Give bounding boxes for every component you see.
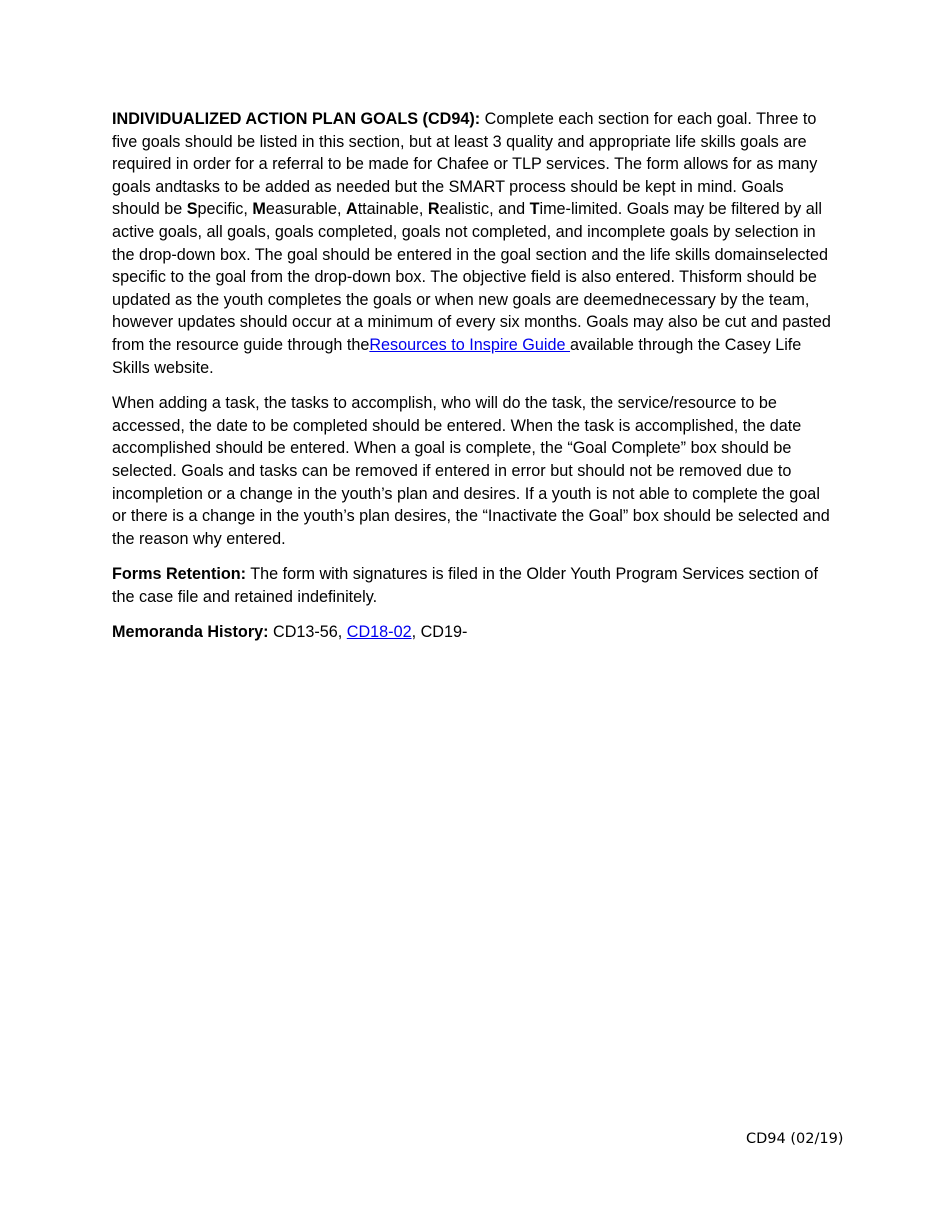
memoranda-text-1: CD13-56, — [268, 623, 347, 642]
resources-guide-link[interactable]: Resources to Inspire Guide — [369, 335, 571, 354]
cd18-02-link[interactable]: CD18-02 — [346, 623, 412, 642]
goals-text-1: Complete each section for each goal. Three to five goals should be listed in this section, but at least 3 quality and appropriate life skills goals are required in order for a referral to be made for Chafee or TLP services. The form allows for as many goals andtasks to be added as needed but the SMART process should be kept in mind. Goals should be — [112, 110, 818, 219]
smart-m-rest: easurable, — [265, 200, 346, 219]
smart-r-rest: ealistic, and — [439, 200, 530, 219]
document-body — [112, 108, 834, 657]
retention-heading: Forms Retention: — [112, 565, 246, 584]
smart-letter-m: M — [252, 200, 266, 219]
memoranda-text-2: , CD19- — [411, 623, 468, 642]
goals-text-3: available through the Casey Life Skills website. — [112, 335, 802, 377]
smart-a-rest: ttainable, — [357, 200, 428, 219]
smart-letter-r: R — [427, 200, 440, 219]
form-id-footer: CD94 (02/19) — [746, 1131, 844, 1147]
retention-paragraph — [112, 563, 834, 608]
memoranda-paragraph — [112, 621, 834, 644]
smart-letter-s: S — [186, 200, 198, 219]
smart-letter-a: A — [345, 200, 358, 219]
goals-paragraph — [112, 108, 834, 379]
goals-text-2: ime-limited. Goals may be filtered by all active goals, all goals, goals completed, goals not completed, and incomplete goals by selection in the drop-down box. The goal should be entered in the goal section and the life skills domainselected specific to the goal from the drop-down box. The objective field is also entered. Thisform should be updated as the youth completes the goals or when new goals are deemednecessary by the team, however updates should occur at a minimum of every six months. Goals may also be cut and pasted from the resource guide through the — [112, 200, 831, 354]
smart-s-rest: pecific, — [197, 200, 253, 219]
memoranda-heading: Memoranda History: — [112, 623, 269, 642]
goals-heading: INDIVIDUALIZED ACTION PLAN GOALS (CD94): — [112, 110, 481, 128]
smart-letter-t: T — [529, 200, 540, 219]
retention-text: The form with signatures is filed in the Older Youth Program Services section of the case file and retained indefinitely. — [112, 565, 818, 606]
tasks-paragraph: When adding a task, the tasks to accomplish, who will do the task, the service/resource to be accessed, the date to be completed should be entered. When the task is accomplished, the date accomplished should be entered. When a goal is complete, the “Goal Complete” box should be selected. Goals and tasks can be removed if entered in error but should not be removed due to incompletion or a change in the youth’s plan and desires. If a youth is not able to complete the goal or there is a change in the youth’s plan desires, the “Inactivate the Goal” box should be selected and the reason why entered. — [112, 394, 830, 548]
